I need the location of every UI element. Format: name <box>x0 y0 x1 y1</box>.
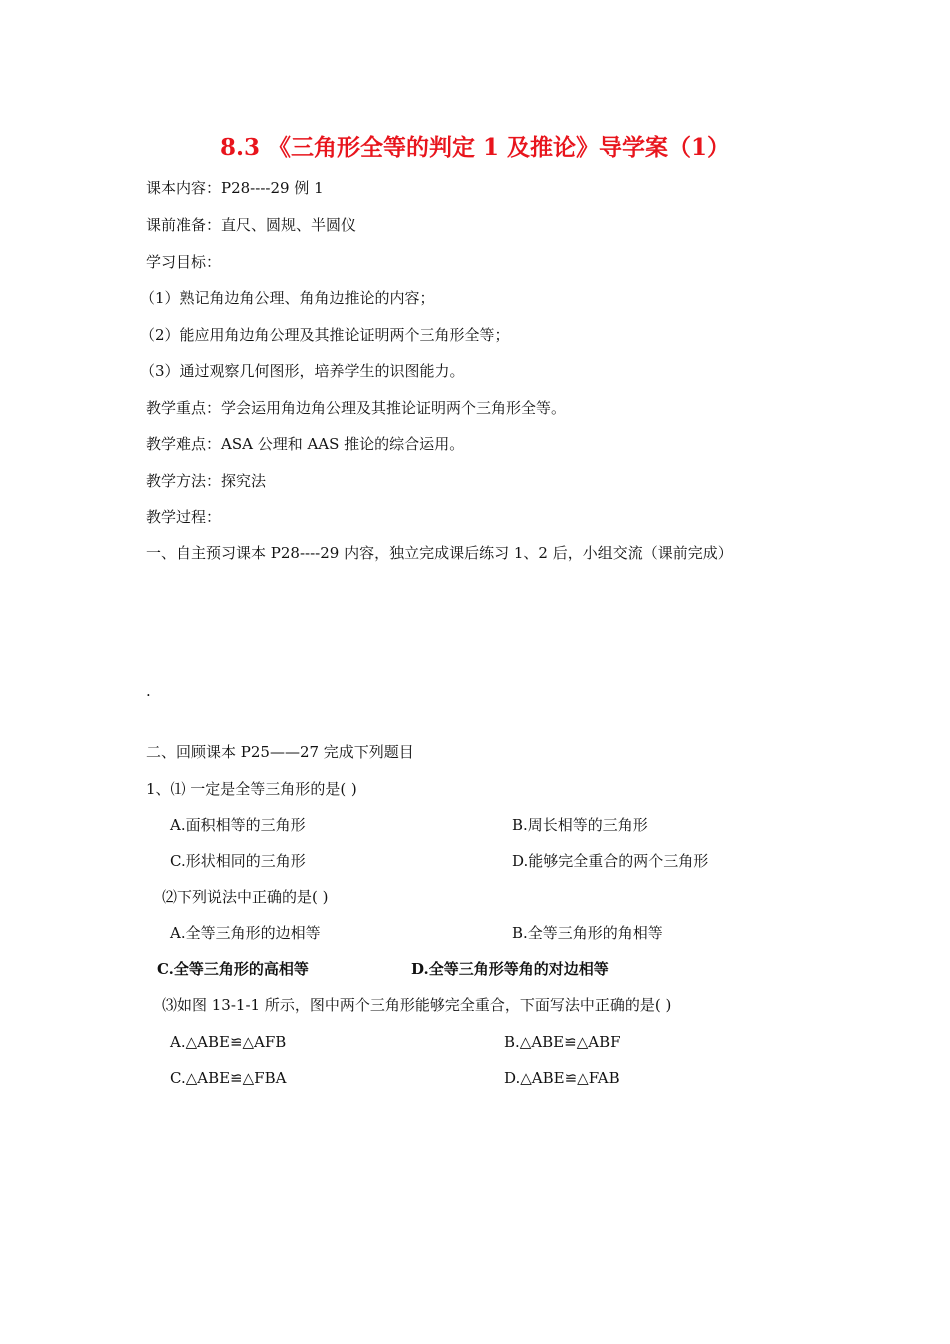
course-prep: 课前准备：直尺、圆规、半圆仪 <box>146 216 357 234</box>
page-title: 8.3 《三角形全等的判定 1 及推论》导学案（1） <box>219 134 731 161</box>
question-1-stem: 1、⑴ 一定是全等三角形的是( ) <box>146 780 357 798</box>
question-1-option-a: A.面积相等的三角形 <box>170 816 306 834</box>
question-2-stem: ⑵下列说法中正确的是( ) <box>162 888 329 906</box>
stray-dot: . <box>146 682 151 700</box>
goal-item: （1）熟记角边角公理、角角边推论的内容； <box>140 289 435 307</box>
question-3-option-b: B.△ABE≌△ABF <box>504 1033 621 1051</box>
course-content: 课本内容：P28----29 例 1 <box>146 179 324 197</box>
question-1-option-b: B.周长相等的三角形 <box>512 816 648 834</box>
key-point: 教学重点：学会运用角边角公理及其推论证明两个三角形全等。 <box>146 399 567 417</box>
goal-item: （3）通过观察几何图形，培养学生的识图能力。 <box>140 362 465 380</box>
question-2-option-c: C.全等三角形的高相等 <box>157 960 309 978</box>
question-1-option-d: D.能够完全重合的两个三角形 <box>512 852 709 870</box>
teaching-method: 教学方法：探究法 <box>146 472 267 490</box>
question-2-option-d: D.全等三角形等角的对边相等 <box>411 960 609 978</box>
section-two: 二、回顾课本 P25——27 完成下列题目 <box>146 743 414 761</box>
goals-heading: 学习目标： <box>146 253 222 271</box>
teaching-process: 教学过程： <box>146 508 222 526</box>
question-2-option-b: B.全等三角形的角相等 <box>512 924 663 942</box>
section-one: 一、自主预习课本 P28----29 内容，独立完成课后练习 1、2 后，小组交流（课前完成） <box>146 544 733 562</box>
question-3-option-c: C.△ABE≌△FBA <box>170 1069 287 1087</box>
question-1-option-c: C.形状相同的三角形 <box>170 852 306 870</box>
goal-item: （2）能应用角边角公理及其推论证明两个三角形全等； <box>140 326 510 344</box>
difficulty: 教学难点：ASA 公理和 AAS 推论的综合运用。 <box>146 435 465 453</box>
question-2-option-a: A.全等三角形的边相等 <box>170 924 321 942</box>
question-3-option-a: A.△ABE≌△AFB <box>170 1033 287 1051</box>
question-3-option-d: D.△ABE≌△FAB <box>504 1069 620 1087</box>
question-3-stem: ⑶如图 13-1-1 所示，图中两个三角形能够完全重合，下面写法中正确的是( ) <box>162 996 672 1014</box>
